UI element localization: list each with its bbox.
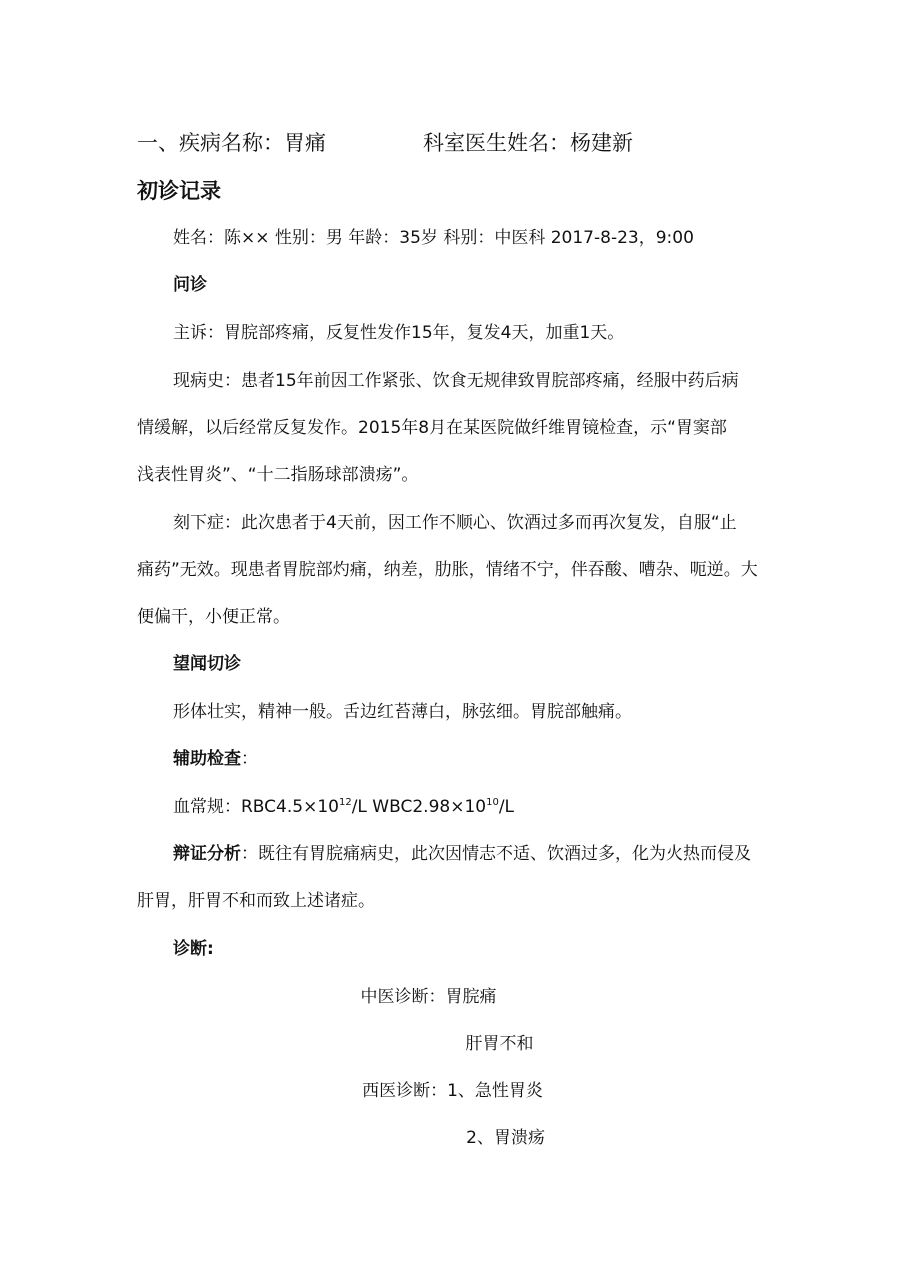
aux-line [173,747,813,771]
chief-complaint: 主诉：胃脘部疼痛，反复性发作15年，复发4天，加重1天。 [173,323,625,343]
analysis-line-1 [173,842,813,866]
tcm-diagnosis: 中医诊断：胃脘痛 [360,987,497,1007]
blood-suffix: /L [498,797,515,817]
observe-title: 望闻切诊 [173,654,241,674]
analysis-text-1: ：既往有胃脘痛病史，此次因情志不适、饮酒过多，化为火热而侵及 [241,844,751,864]
diagnosis-title: 诊断: [173,939,214,959]
wm-diagnosis: 西医诊断：1、急性胃炎 [362,1081,543,1101]
blood-prefix: 血常规：RBC4.5×10 [173,797,339,817]
analysis-title: 辩证分析 [173,844,241,864]
history-line-3: 浅表性胃炎”、“十二指肠球部溃疡”。 [137,465,419,485]
present-line-3: 便偏干，小便正常。 [137,607,290,627]
wm-diagnosis-2: 2、胃溃疡 [466,1128,545,1148]
tcm-syndrome: 肝胃不和 [465,1034,534,1054]
present-line-1: 刻下症：此次患者于4天前，因工作不顺心、饮酒过多而再次复发，自服“止 [173,513,737,533]
doctor-name: 科室医生姓名：杨建新 [423,131,633,155]
aux-title: 辅助检查 [173,749,241,769]
rbc-exponent: 12 [338,797,352,808]
wbc-exponent: 10 [486,797,499,808]
patient-info: 姓名：陈×× 性别：男 年龄：35岁 科别：中医科 2017-8-23，9:00 [173,228,694,248]
inquiry-title: 问诊 [173,275,207,295]
analysis-line-2: 肝胃，肝胃不和而致上述诸症。 [137,891,375,911]
observe-text: 形体壮实，精神一般。舌边红苔薄白，脉弦细。胃脘部触痛。 [173,702,632,722]
history-line-2: 情缓解，以后经常反复发作。2015年8月在某医院做纤维胃镜检查，示“胃窦部 [137,418,727,438]
blood-routine [173,795,813,819]
record-title: 初诊记录 [137,179,221,203]
disease-name: 一、疾病名称：胃痛 [137,131,326,155]
history-line-1: 现病史：患者15年前因工作紧张、饮食无规律致胃脘部疼痛，经服中药后病 [173,371,739,391]
header-line [137,129,777,157]
present-line-2: 痛药”无效。现患者胃脘部灼痛，纳差，肋胀，情绪不宁，伴吞酸、嘈杂、呃逆。大 [137,560,758,580]
blood-mid: /L WBC2.98×10 [351,797,487,817]
aux-colon: ： [241,749,258,769]
